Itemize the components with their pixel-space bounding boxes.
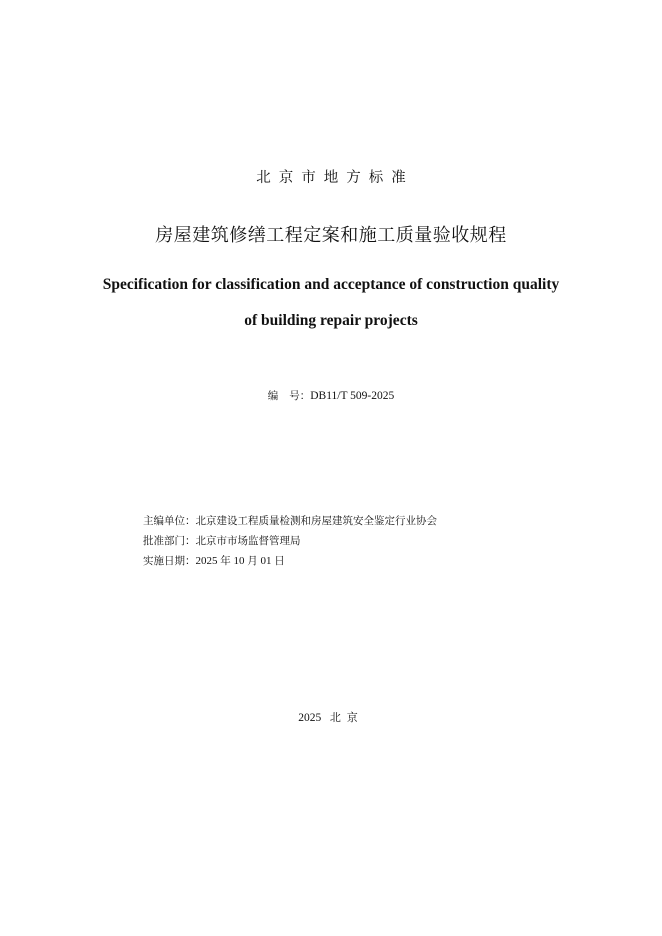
effective-date-value bbox=[196, 555, 285, 567]
approver-row bbox=[143, 531, 437, 551]
standard-number-value: DB11/T 509-2025 bbox=[310, 390, 395, 402]
approver-value: 北京市市场监督管理局 bbox=[195, 535, 301, 547]
publication-info bbox=[143, 511, 437, 571]
english-title-line-2: of building repair projects bbox=[244, 312, 418, 329]
standard-number-label-part2: 号： bbox=[289, 390, 311, 402]
effective-date-row bbox=[143, 551, 437, 571]
editor-label: 主编单位： bbox=[143, 515, 196, 527]
standard-number-label-part1: 编 bbox=[267, 390, 290, 402]
footer-city: 北京 bbox=[329, 711, 364, 724]
editor-row bbox=[143, 511, 437, 531]
standard-number bbox=[0, 388, 662, 403]
english-title-line-1: Specification for classification and acceptance of construction quality bbox=[102, 276, 560, 293]
editor-value: 北京建设工程质量检测和房屋建筑安全鉴定行业协会 bbox=[195, 515, 437, 527]
footer-year: 2025 bbox=[298, 712, 322, 724]
date-day-unit: 日 bbox=[274, 555, 285, 567]
chinese-title: 房屋建筑修缮工程定案和施工质量验收规程 bbox=[155, 225, 507, 246]
date-month-unit: 月 bbox=[247, 555, 258, 567]
date-year: 2025 bbox=[195, 555, 218, 567]
approver-label: 批准部门： bbox=[143, 535, 196, 547]
standard-type-heading: 北京市地方标准 bbox=[256, 170, 414, 186]
date-month: 10 bbox=[233, 555, 245, 567]
effective-date-label: 实施日期： bbox=[143, 555, 196, 567]
date-year-unit: 年 bbox=[220, 555, 231, 567]
date-day: 01 bbox=[260, 555, 272, 567]
publication-footer bbox=[0, 709, 662, 725]
